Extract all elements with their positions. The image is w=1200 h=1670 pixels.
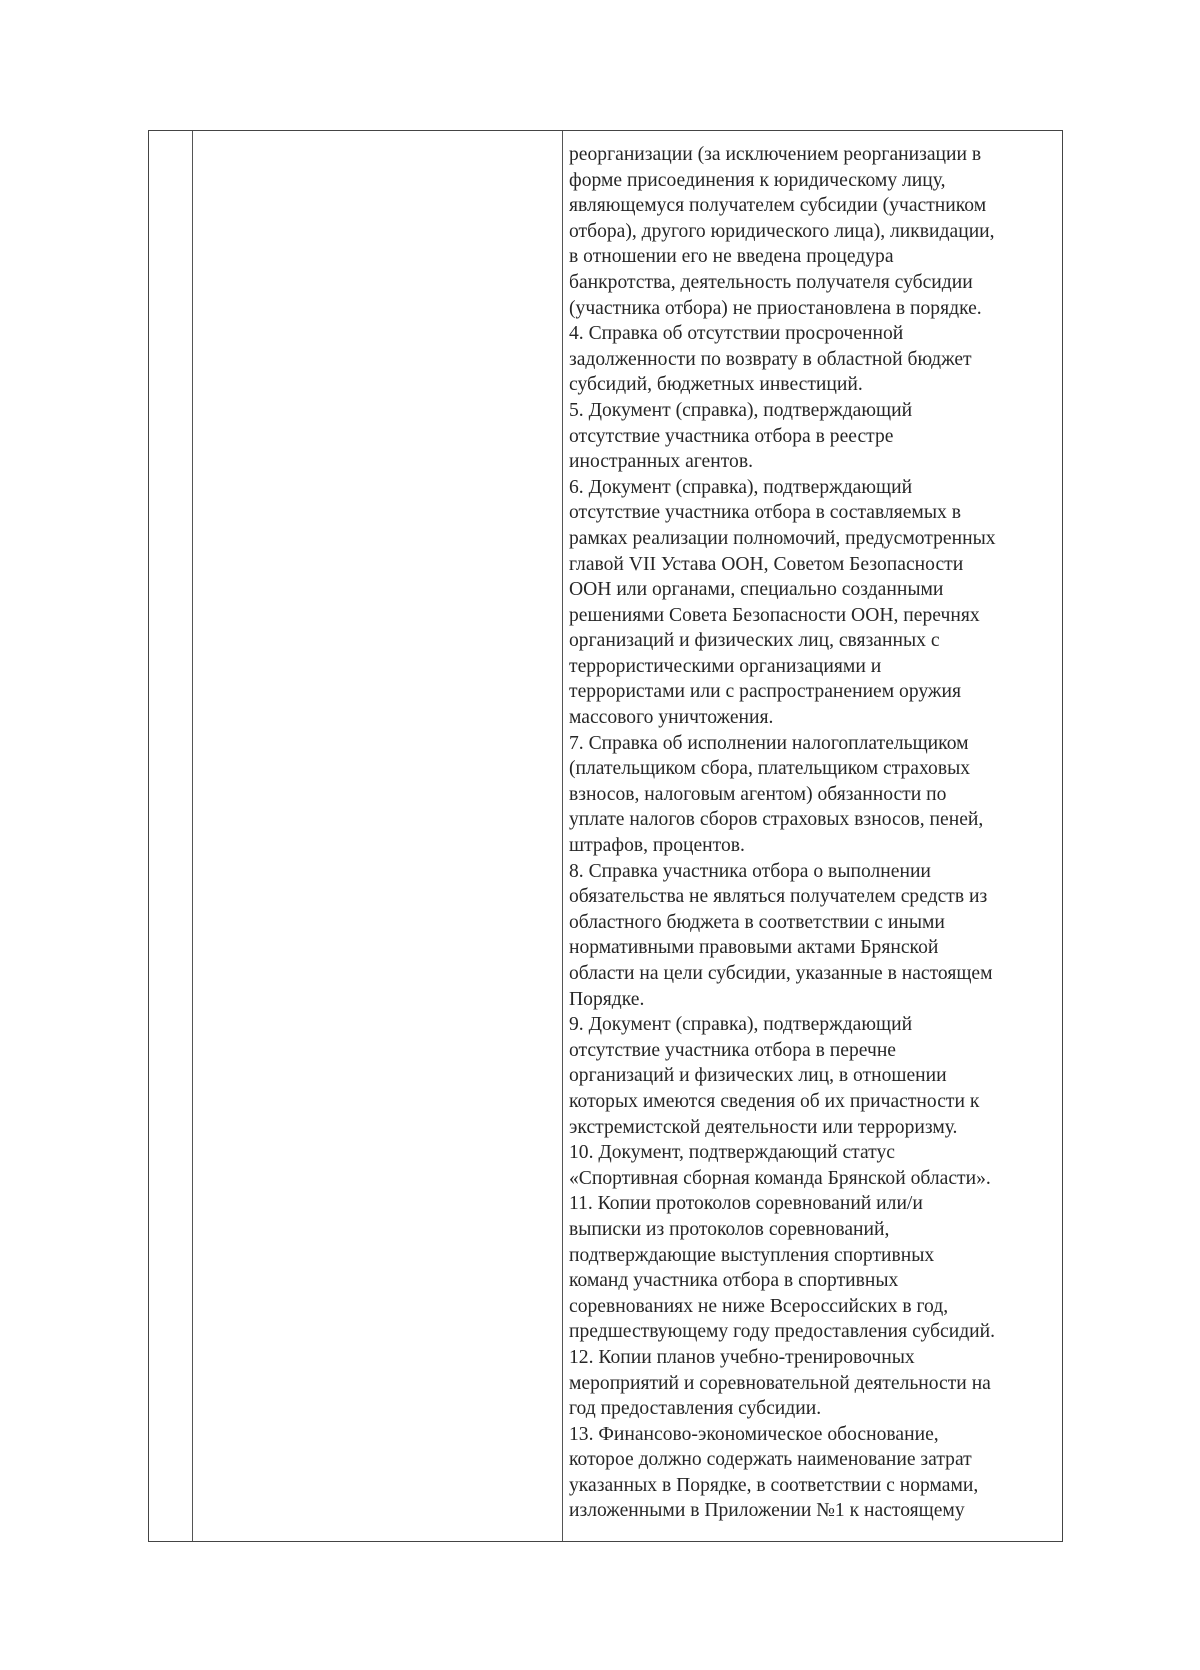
text-line: команд участника отбора в спортивных	[569, 1270, 899, 1292]
text-line: 10. Документ, подтверждающий статус	[569, 1142, 895, 1164]
text-line: экстремистской деятельности или терроризму.	[569, 1116, 958, 1138]
text-line: в отношении его не введена процедура	[569, 246, 894, 268]
text-line: обязательства не являться получателем средств из	[569, 886, 988, 908]
text-line: организаций и физических лиц, связанных с	[569, 630, 940, 652]
text-line: 5. Документ (справка), подтверждающий	[569, 399, 913, 421]
text-line: 8. Справка участника отбора о выполнении	[569, 860, 931, 882]
text-line: иностранных агентов.	[569, 451, 753, 473]
text-line: задолженности по возврату в областной бюджет	[569, 348, 972, 370]
text-line: отсутствие участника отбора в составляемых в	[569, 502, 961, 524]
text-line: указанных в Порядке, в соответствии с нормами,	[569, 1474, 979, 1496]
table-cell-text	[569, 142, 1055, 1524]
document-table	[148, 130, 1063, 1542]
text-line: отсутствие участника отбора в реестре	[569, 425, 894, 447]
text-line: ООН или органами, специально созданными	[569, 579, 944, 601]
text-line: год предоставления субсидии.	[569, 1398, 822, 1420]
text-line: 6. Документ (справка), подтверждающий	[569, 476, 913, 498]
text-line: штрафов, процентов.	[569, 835, 745, 857]
text-line: 12. Копии планов учебно-тренировочных	[569, 1346, 915, 1368]
text-line: подтверждающие выступления спортивных	[569, 1244, 935, 1266]
text-line: уплате налогов сборов страховых взносов, пеней,	[569, 809, 984, 831]
table-column-divider	[192, 131, 193, 1541]
text-line: 11. Копии протоколов соревнований или/и	[569, 1193, 923, 1215]
text-line: 7. Справка об исполнении налогоплательщиком	[569, 732, 969, 754]
text-line: отсутствие участника отбора в перечне	[569, 1039, 896, 1061]
text-line: отбора), другого юридического лица), ликвидации,	[569, 220, 995, 242]
text-line: предшествующему году предоставления субсидий.	[569, 1321, 996, 1343]
text-line: (плательщиком сбора, плательщиком страховых	[569, 758, 971, 780]
text-line: форме присоединения к юридическому лицу,	[569, 169, 946, 191]
text-line: являющемуся получателем субсидии (участником	[569, 195, 987, 217]
text-line: решениями Совета Безопасности ООН, перечнях	[569, 604, 980, 626]
text-line: рамках реализации полномочий, предусмотренных	[569, 527, 996, 549]
text-line: мероприятий и соревновательной деятельности на	[569, 1372, 991, 1394]
text-line: главой VII Устава ООН, Советом Безопасности	[569, 553, 964, 575]
text-line: нормативными правовыми актами Брянской	[569, 937, 939, 959]
text-line: взносов, налоговым агентом) обязанности по	[569, 783, 947, 805]
text-line: области на цели субсидии, указанные в настоящем	[569, 963, 993, 984]
text-line: соревнованиях не ниже Всероссийских в год,	[569, 1295, 949, 1317]
text-line: которое должно содержать наименование затрат	[569, 1449, 972, 1471]
text-line: Порядке.	[569, 988, 645, 1010]
text-line: массового уничтожения.	[569, 707, 774, 729]
text-line: 13. Финансово-экономическое обоснование,	[569, 1423, 939, 1445]
text-line: банкротства, деятельность получателя субсидии	[569, 271, 973, 293]
text-line: реорганизации (за исключением реорганизации в	[569, 144, 982, 165]
text-line: выписки из протоколов соревнований,	[569, 1218, 890, 1240]
text-line: террористическими организациями и	[569, 655, 882, 677]
table-column-divider	[562, 131, 563, 1541]
text-line: субсидий, бюджетных инвестиций.	[569, 374, 863, 396]
text-line: (участника отбора) не приостановлена в порядке.	[569, 297, 982, 319]
text-line: террористами или с распространением оружия	[569, 681, 961, 703]
text-line: областного бюджета в соответствии с иными	[569, 911, 945, 933]
text-line: изложенными в Приложении №1 к настоящему	[569, 1500, 965, 1522]
text-line: 9. Документ (справка), подтверждающий	[569, 1014, 913, 1036]
text-line: 4. Справка об отсутствии просроченной	[569, 323, 904, 345]
text-line: которых имеются сведения об их причастности к	[569, 1090, 980, 1112]
text-line: организаций и физических лиц, в отношении	[569, 1065, 947, 1087]
text-line: «Спортивная сборная команда Брянской области».	[569, 1167, 991, 1189]
